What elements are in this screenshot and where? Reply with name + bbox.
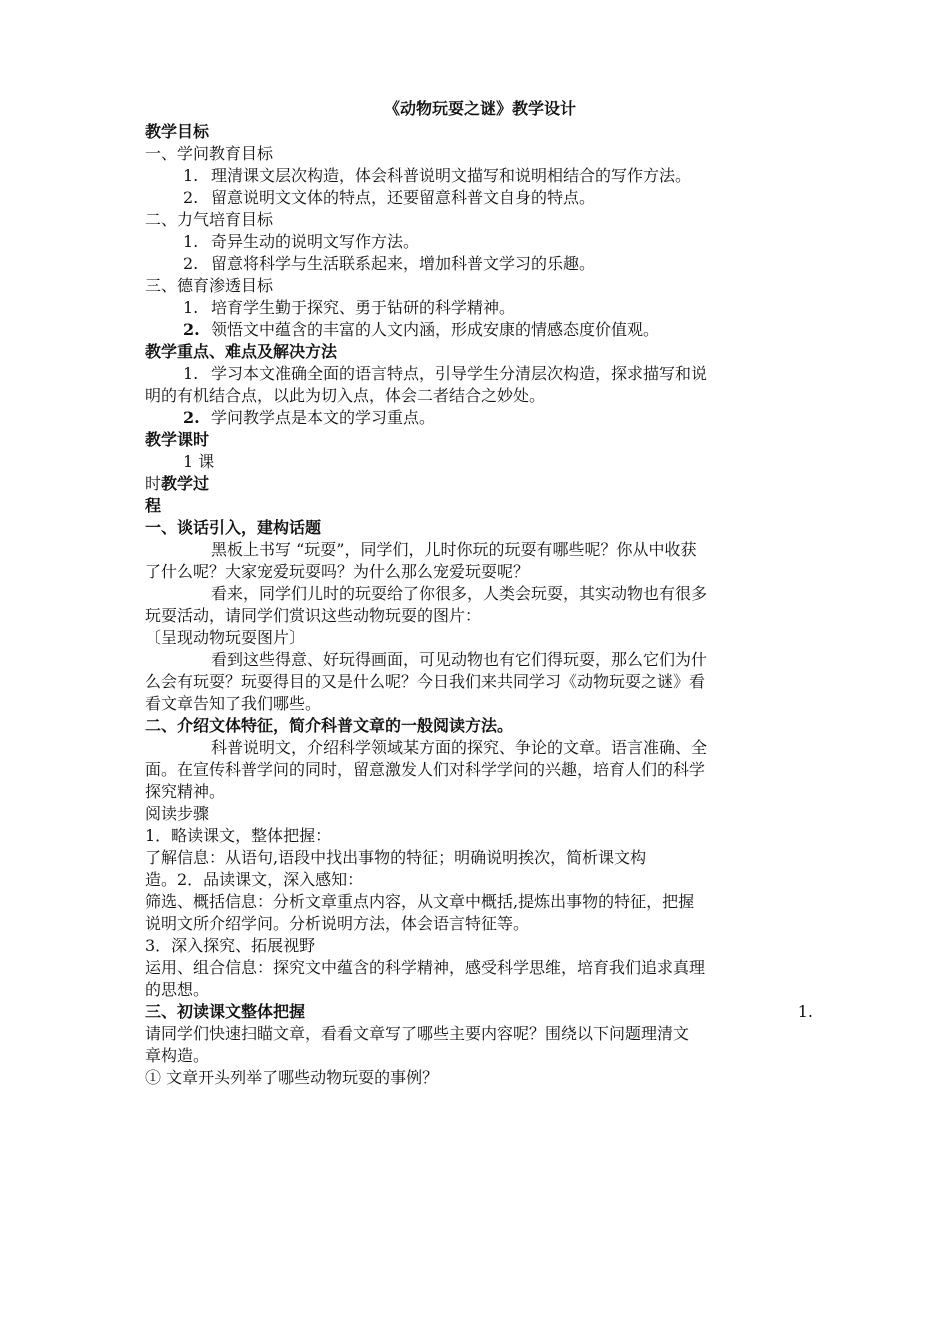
step1-p3: 〔呈现动物玩耍图片〕 [145, 628, 306, 647]
reading-step-1-detail-line1: 了解信息：从语句,语段中找出事物的特征；明确说明挨次，简析课文构 [145, 848, 647, 867]
step3-number: 1. [797, 1002, 813, 1021]
item-number: 1. [183, 298, 199, 317]
hours-heading: 教学课时 [145, 430, 210, 449]
keypoint-2-text: 学问教学点是本文的学习重点。 [211, 408, 436, 427]
step3-question-1: ① 文章开头列举了哪些动物玩耍的事例？ [145, 1068, 439, 1087]
step2-p1-line1: 科普说明文，介绍科学领域某方面的探究、争论的文章。语言准确、全 [211, 738, 708, 757]
hours-value: 1 课 [183, 452, 215, 471]
reading-step-3: 3．深入探究、拓展视野 [145, 936, 316, 955]
item-text: 领悟文中蕴含的丰富的人文内涵，形成安康的情感态度价值观。 [211, 320, 660, 339]
item-number: 2. [183, 320, 200, 339]
reading-step-2-detail-line2: 说明文所介绍学问。分析说明方法，体会语言特征等。 [145, 914, 530, 933]
list-item [145, 253, 815, 275]
step1-p4-line1: 看到这些得意、好玩得画面，可见动物也有它们得玩耍，那么它们为什 [211, 650, 708, 669]
reading-steps-label: 阅读步骤 [145, 804, 210, 823]
step2-p1-line3: 探究精神。 [145, 782, 226, 801]
step1-heading: 一、谈话引入，建构话题 [145, 518, 322, 537]
reading-step-1: 1．略读课文，整体把握： [145, 826, 332, 845]
goal2-heading: 二、力气培育目标 [145, 210, 274, 229]
list-item [145, 187, 815, 209]
document-page [145, 98, 815, 1089]
item-number: 2. [183, 188, 199, 207]
step1-p4-line2: 么会有玩耍？玩耍得目的又是什么呢？今日我们来共同学习《动物玩耍之谜》看 [145, 672, 706, 691]
keypoint-2 [145, 407, 815, 429]
keypoint-1-line1: 学习本文准确全面的语言特点，引导学生分清层次构造，探求描写和说 [211, 364, 708, 383]
item-number: 1. [183, 232, 199, 251]
step3-p1-line2: 章构造。 [145, 1046, 210, 1065]
reading-step-3-detail-line2: 的思想。 [145, 980, 210, 999]
keypoint-1-line2: 明的有机结合点，以此为切入点，体会二者结合之妙处。 [145, 386, 546, 405]
item-text: 理清课文层次构造，体会科普说明文描写和说明相结合的写作方法。 [211, 166, 692, 185]
step2-p1-line2: 面。在宣传科普学问的同时，留意激发人们对科学学问的兴趣，培育人们的科学 [145, 760, 706, 779]
step1-p2-line1: 看来，同学们儿时的玩耍给了你很多，人类会玩耍，其实动物也有很多 [211, 584, 708, 603]
item-text: 留意将科学与生活联系起来，增加科普文学习的乐趣。 [211, 254, 596, 273]
item-text: 留意说明文文体的特点，还要留意科普文自身的特点。 [211, 188, 596, 207]
keypoints-heading: 教学重点、难点及解决方法 [145, 342, 338, 361]
step1-p1-line2: 了什么呢？大家宠爱玩耍吗？为什么那么宠爱玩耍呢？ [145, 562, 530, 581]
step1-p2-line2: 玩耍活动，请同学们赏识这些动物玩耍的图片： [145, 606, 482, 625]
process-heading-cont: 程 [145, 496, 162, 515]
list-item [145, 165, 815, 187]
process-heading: 教学过 [161, 474, 210, 493]
step3-heading-row [145, 1001, 815, 1023]
step3-p1-line1: 请同学们快速扫瞄文章，看看文章写了哪些主要内容呢？围绕以下问题理清文 [145, 1024, 690, 1043]
step2-heading: 二、介绍文体特征，简介科普文章的一般阅读方法。 [145, 716, 514, 735]
step3-heading: 三、初读课文整体把握 [145, 1002, 306, 1021]
item-number: 1. [183, 166, 199, 185]
hours-tail: 时 [145, 474, 162, 493]
list-item [145, 319, 815, 341]
keypoint-1 [145, 363, 815, 385]
item-number: 1. [183, 364, 199, 383]
goal3-heading: 三、德育渗透目标 [145, 276, 274, 295]
step1-p1-line1: 黑板上书写 “玩耍”，同学们，儿时你玩的玩耍有哪些呢？你从中收获 [211, 540, 697, 559]
goal1-heading: 一、学问教育目标 [145, 144, 274, 163]
reading-step-1-detail-line2: 造。2．品读课文，深入感知： [145, 870, 364, 889]
hours-line [145, 473, 815, 495]
document-title: 《动物玩耍之谜》教学设计 [383, 99, 576, 118]
item-text: 奇异生动的说明文写作方法。 [211, 232, 420, 251]
reading-step-3-detail-line1: 运用、组合信息：探究文中蕴含的科学精神，感受科学思维，培育我们追求真理 [145, 958, 706, 977]
reading-step-2-detail-line1: 筛选、概括信息：分析文章重点内容，从文章中概括,提炼出事物的特征，把握 [145, 892, 695, 911]
item-number: 2. [183, 408, 200, 427]
list-item [145, 297, 815, 319]
step1-p4-line3: 看文章告知了我们哪些。 [145, 694, 322, 713]
item-text: 培育学生勤于探究、勇于钻研的科学精神。 [211, 298, 516, 317]
list-item [145, 231, 815, 253]
goals-heading: 教学目标 [145, 122, 210, 141]
item-number: 2. [183, 254, 199, 273]
